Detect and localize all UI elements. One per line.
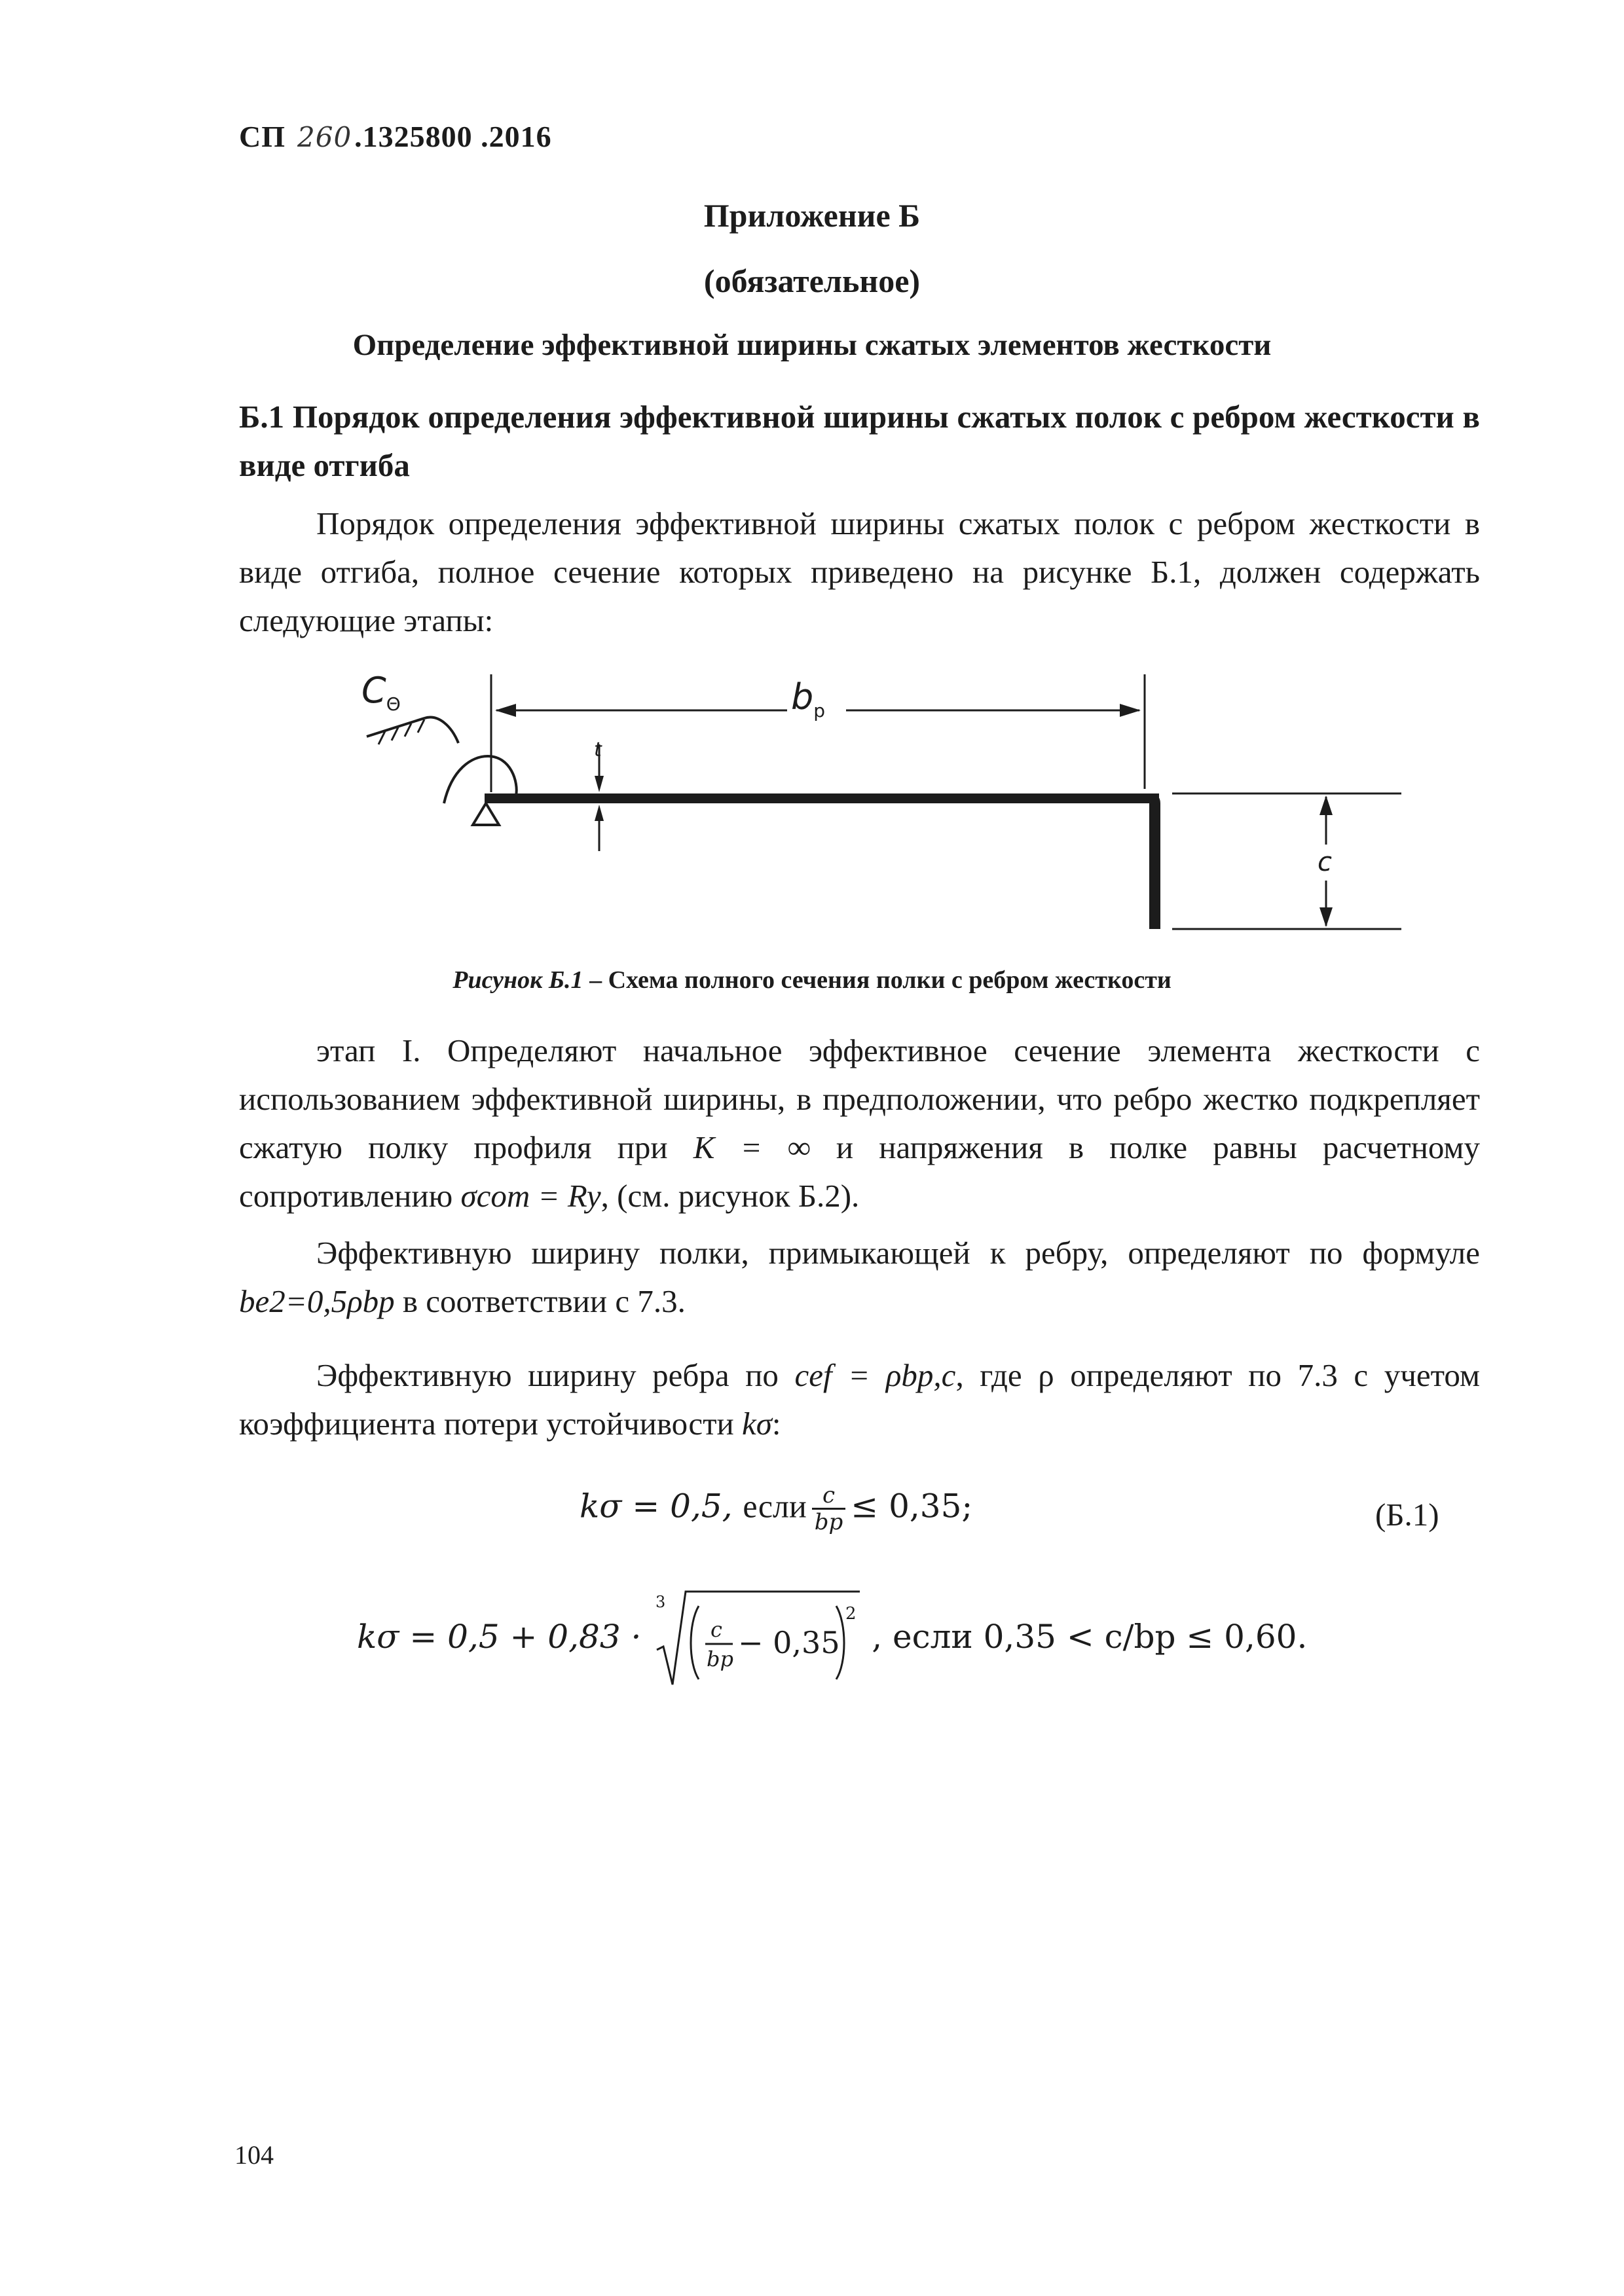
root-index: 3	[655, 1593, 666, 1611]
root-power: 2	[845, 1604, 857, 1624]
code-rest: .1325800 .2016	[354, 120, 552, 153]
formula-b1-number: (Б.1)	[1375, 1497, 1439, 1533]
p3-text-b: , где ρ определяют по 7.3 с учетом коэффициента потери устойчивости	[239, 1357, 1480, 1442]
intro-text: Порядок определения эффективной ширины сжатых полок с ребром жесткости в виде отгиба, полное сечение которых приведено на рисунке Б.1, должен содержать следующие этапы:	[239, 505, 1480, 638]
flange-section-figure	[347, 658, 1428, 953]
root-frac-den: bp	[707, 1647, 734, 1671]
formula-b1-fraction	[812, 1483, 846, 1535]
section-heading: Б.1 Порядок определения эффективной ширины сжатых полок с ребром жесткости в виде отгиба	[239, 399, 1480, 483]
flange-plate	[485, 793, 1159, 803]
appendix-heading: Определение эффективной ширины сжатых элементов жесткости	[352, 328, 1272, 362]
label-c-theta: $C_\Theta$	[361, 670, 401, 715]
formula-b1-rhs: ≤ 0,35;	[851, 1487, 973, 1525]
p3-text-a: Эффективную ширину ребра по	[316, 1357, 795, 1393]
math-sigma-com: σcom = Ry	[460, 1178, 601, 1214]
math-k-sigma: kσ	[742, 1406, 772, 1442]
formula-b1	[580, 1483, 972, 1535]
formula-b1-if: если	[743, 1487, 807, 1525]
appendix-title: Приложение Б	[703, 197, 921, 234]
cube-root	[652, 1588, 861, 1686]
stage-one-text-c: , (см. рисунок Б.2).	[600, 1178, 860, 1214]
stage-one-text-b: и напряжения в полке равны расчетному сопротивлению	[239, 1129, 1480, 1214]
root-minus-term: − 0,35	[738, 1625, 840, 1660]
pin-support-icon	[473, 803, 499, 825]
formula-b1-second	[357, 1588, 1307, 1686]
math-cef: cef = ρbp,c	[794, 1357, 956, 1393]
formula-2-condition: , если 0,35 < c/bp ≤ 0,60.	[872, 1618, 1308, 1656]
rotational-spring-icon	[367, 718, 517, 803]
page-number: 104	[234, 2140, 274, 2170]
figure-caption	[0, 966, 1624, 994]
p2-text-a: Эффективную ширину полки, примыкающей к ребру, определяют по формуле	[316, 1235, 1480, 1271]
paragraph-flange-width	[239, 1229, 1480, 1326]
formula-b1-denominator: bp	[814, 1509, 843, 1535]
document-code	[239, 119, 552, 154]
lip-stiffener	[1149, 793, 1160, 929]
label-bp: $b_p$	[791, 676, 826, 721]
intro-paragraph	[239, 500, 1480, 645]
formula-b1-numerator: c	[812, 1483, 846, 1510]
stage-one-paragraph	[239, 1027, 1480, 1220]
figure-caption-number: Рисунок Б.1	[452, 966, 583, 994]
code-prefix: СП	[239, 120, 286, 153]
code-handwritten-number: 260	[297, 121, 352, 153]
root-frac-num: c	[710, 1617, 723, 1642]
p3-text-c: :	[771, 1406, 781, 1442]
math-k-infinity: K = ∞	[693, 1129, 811, 1165]
paragraph-lip-width	[239, 1351, 1480, 1448]
math-be2: be2=0,5ρbp	[239, 1283, 395, 1319]
stage-one-text-a: этап I. Определяют начальное эффективное сечение элемента жесткости с использованием эффективной ширины, в предположении, что ребро жестко подкрепляет сжатую полку профиля при	[239, 1032, 1480, 1165]
label-t: t	[594, 738, 602, 761]
formula-2-lhs: kσ = 0,5 + 0,83 ·	[357, 1618, 642, 1656]
formula-b1-lhs: kσ = 0,5,	[580, 1487, 743, 1525]
appendix-status: (обязательное)	[703, 263, 921, 299]
label-c: c	[1318, 847, 1332, 877]
figure-caption-text: – Схема полного сечения полки с ребром жесткости	[583, 966, 1172, 994]
p2-text-b: в соответствии с 7.3.	[394, 1283, 686, 1319]
